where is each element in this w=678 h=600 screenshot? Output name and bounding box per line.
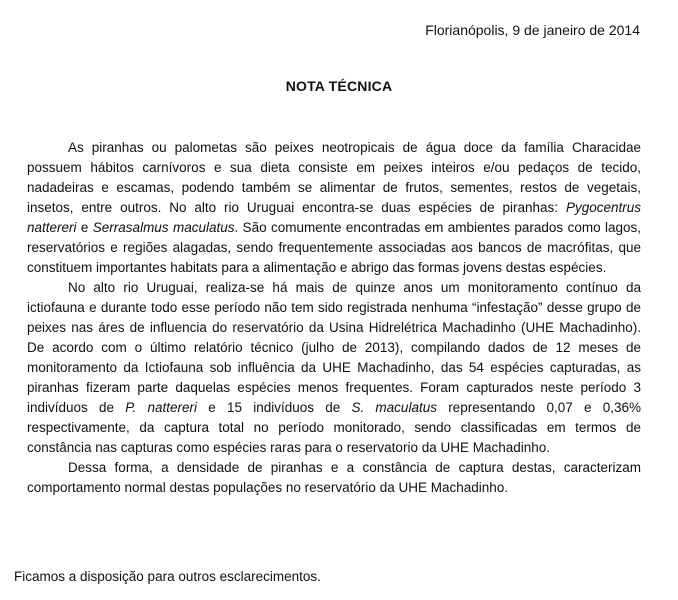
paragraph-1	[27, 138, 641, 278]
paragraph-2-text-c: representando 0,07 e 0,36% respectivamente, da captura total no período monitorado, sendo classificadas em termos de constância nas capturas como espécies raras para o reservatorio da UHE Machadinho.	[27, 400, 641, 455]
species-name: S. maculatus	[351, 400, 437, 415]
paragraph-1-text-b: e	[76, 220, 93, 235]
species-name: Serrasalmus maculatus	[92, 220, 235, 235]
paragraph-2-text-a: No alto rio Uruguai, realiza-se há mais de quinze anos um monitoramento contínuo da ictiofauna e durante todo esse período não tem sido registrada nenhuma “infestação” desse grupo de peixes nas áres de influencia do reservatório da Usina Hidrelétrica Machadinho (UHE Machadinho). De acordo com o último relatório técnico (julho de 2013), compilando dados de 12 meses de monitoramento da Ictiofauna sob influência da UHE Machadinho, das 54 espécies capturadas, as piranhas fizeram parte daquelas espécies menos frequentes. Foram capturados neste período 3 indivíduos de	[27, 280, 641, 415]
paragraph-3: Dessa forma, a densidade de piranhas e a constância de captura destas, caracterizam comportamento normal destas populações no reservatório da UHE Machadinho.	[27, 460, 641, 495]
paragraph-2-text-b: e 15 indivíduos de	[197, 400, 352, 415]
document-title: NOTA TÉCNICA	[285, 78, 393, 94]
species-name: P. nattereri	[125, 400, 198, 415]
closing-line: Ficamos a disposição para outros esclarecimentos.	[14, 569, 321, 584]
paragraph-1-text-c: . São comumente encontradas em ambientes parados como lagos, reservatórios e regiões alagadas, sendo frequentemente associadas aos bancos de macrófitas, que constituem importantes habitats para a alimentação e abrigo das formas jovens destas espécies.	[27, 220, 641, 275]
paragraph-1-text-a: As piranhas ou palometas são peixes neotropicais de água doce da família Characidae possuem hábitos carnívoros e sua dieta consiste em peixes inteiros e/ou pedaços de tecido, nadadeiras e escamas, podendo também se alimentar de frutos, sementes, restos de vegetais, insetos, entre outros. No alto rio Uruguai encontra-se duas espécies de piranhas:	[27, 140, 641, 215]
document-body	[27, 138, 641, 498]
paragraph-2	[27, 278, 641, 458]
species-name: Pygocentrus nattereri	[27, 200, 641, 235]
date-line: Florianópolis, 9 de janeiro de 2014	[425, 22, 640, 38]
